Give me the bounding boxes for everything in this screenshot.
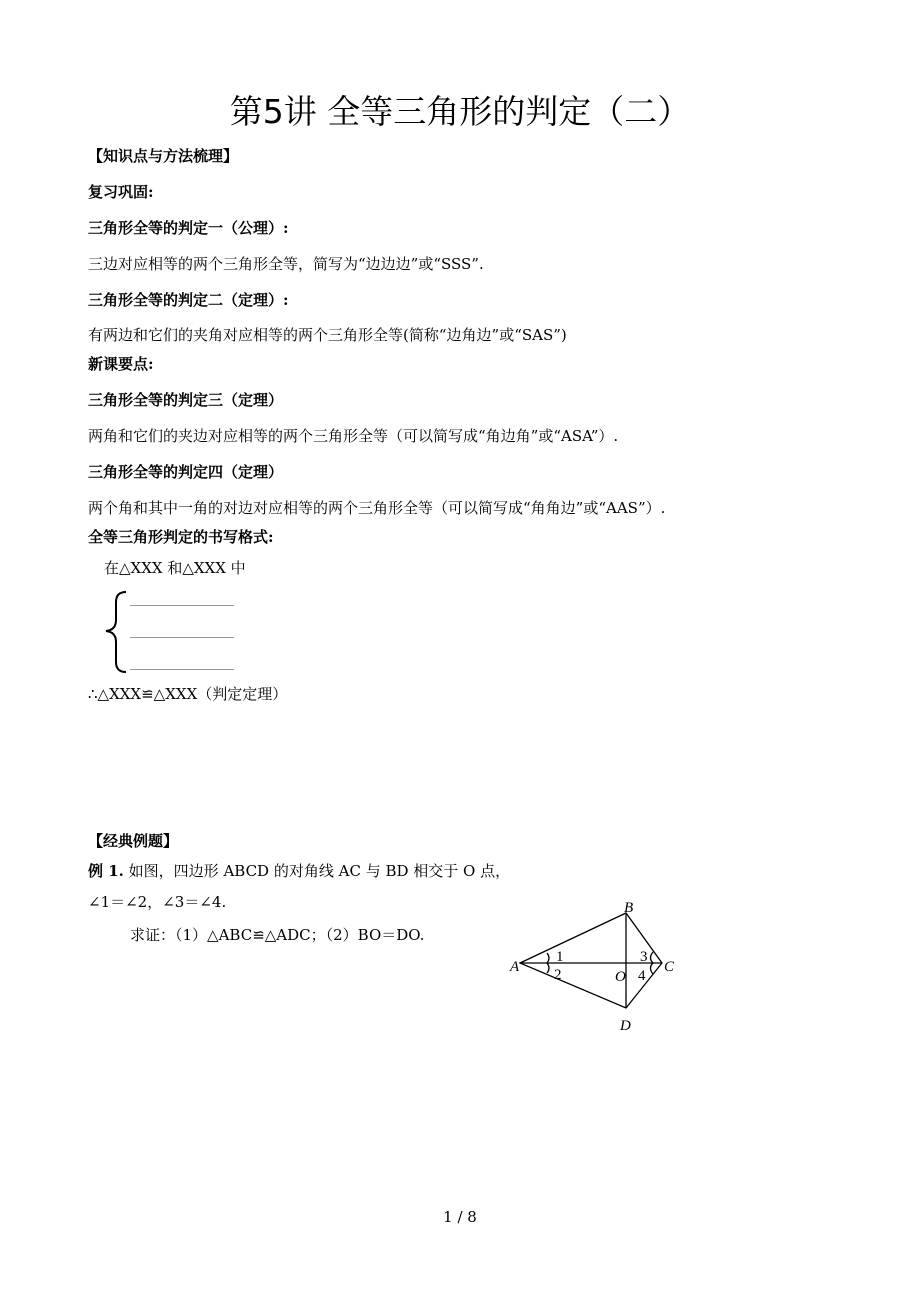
new-points-heading: 新课要点: — [88, 355, 154, 373]
page-title: 第5讲 全等三角形的判定（二） — [229, 92, 691, 131]
blank-line-1 — [130, 605, 234, 606]
format-title: 全等三角形判定的书写格式: — [88, 528, 274, 546]
quadrilateral-figure — [500, 895, 700, 1040]
format-conclusion: ∴△XXX≌△XXX（判定定理） — [88, 685, 288, 703]
page-number: 1 / 8 — [443, 1208, 477, 1226]
angle-2-label: 2 — [554, 967, 562, 983]
label-C: C — [664, 959, 675, 975]
label-D: D — [620, 1018, 631, 1034]
section-header-examples: 【经典例题】 — [88, 832, 179, 850]
label-A: A — [510, 959, 520, 975]
angle-3-label: 3 — [640, 949, 648, 965]
review-heading: 复习巩固: — [88, 183, 154, 201]
rule3-title: 三角形全等的判定三（定理） — [88, 391, 284, 409]
example1-label: 例 1. — [88, 862, 124, 880]
rule1-text: 三边对应相等的两个三角形全等，简写为“边边边”或“SSS”. — [88, 255, 484, 273]
section-header-knowledge: 【知识点与方法梳理】 — [88, 147, 239, 165]
angle-1-label: 1 — [556, 949, 564, 965]
example1-conditions: ∠1＝∠2，∠3＝∠4. — [88, 893, 227, 911]
label-B: B — [624, 900, 634, 916]
rule4-title: 三角形全等的判定四（定理） — [88, 463, 284, 481]
angle-4-label: 4 — [638, 968, 646, 984]
example1-intro — [88, 862, 510, 880]
blank-line-3 — [130, 669, 234, 670]
rule3-text: 两角和它们的夹边对应相等的两个三角形全等（可以简写成“角边角”或“ASA”）. — [88, 427, 619, 445]
label-O: O — [615, 969, 626, 985]
rule4-text: 两个角和其中一角的对边对应相等的两个三角形全等（可以简写成“角角边”或“AAS”）. — [88, 499, 666, 517]
rule2-text: 有两边和它们的夹角对应相等的两个三角形全等(简称“边角边”或“SAS”) — [88, 326, 567, 344]
format-line1: 在△XXX 和△XXX 中 — [104, 559, 246, 577]
example1-text: 如图，四边形 ABCD 的对角线 AC 与 BD 相交于 O 点， — [128, 862, 511, 880]
rule1-title: 三角形全等的判定一（公理）: — [88, 219, 289, 237]
brace-icon — [100, 590, 130, 674]
example1-prove: 求证：（1）△ABC≌△ADC；（2）BO＝DO. — [130, 926, 425, 944]
blank-line-2 — [130, 637, 234, 638]
rule2-title: 三角形全等的判定二（定理）: — [88, 291, 289, 309]
